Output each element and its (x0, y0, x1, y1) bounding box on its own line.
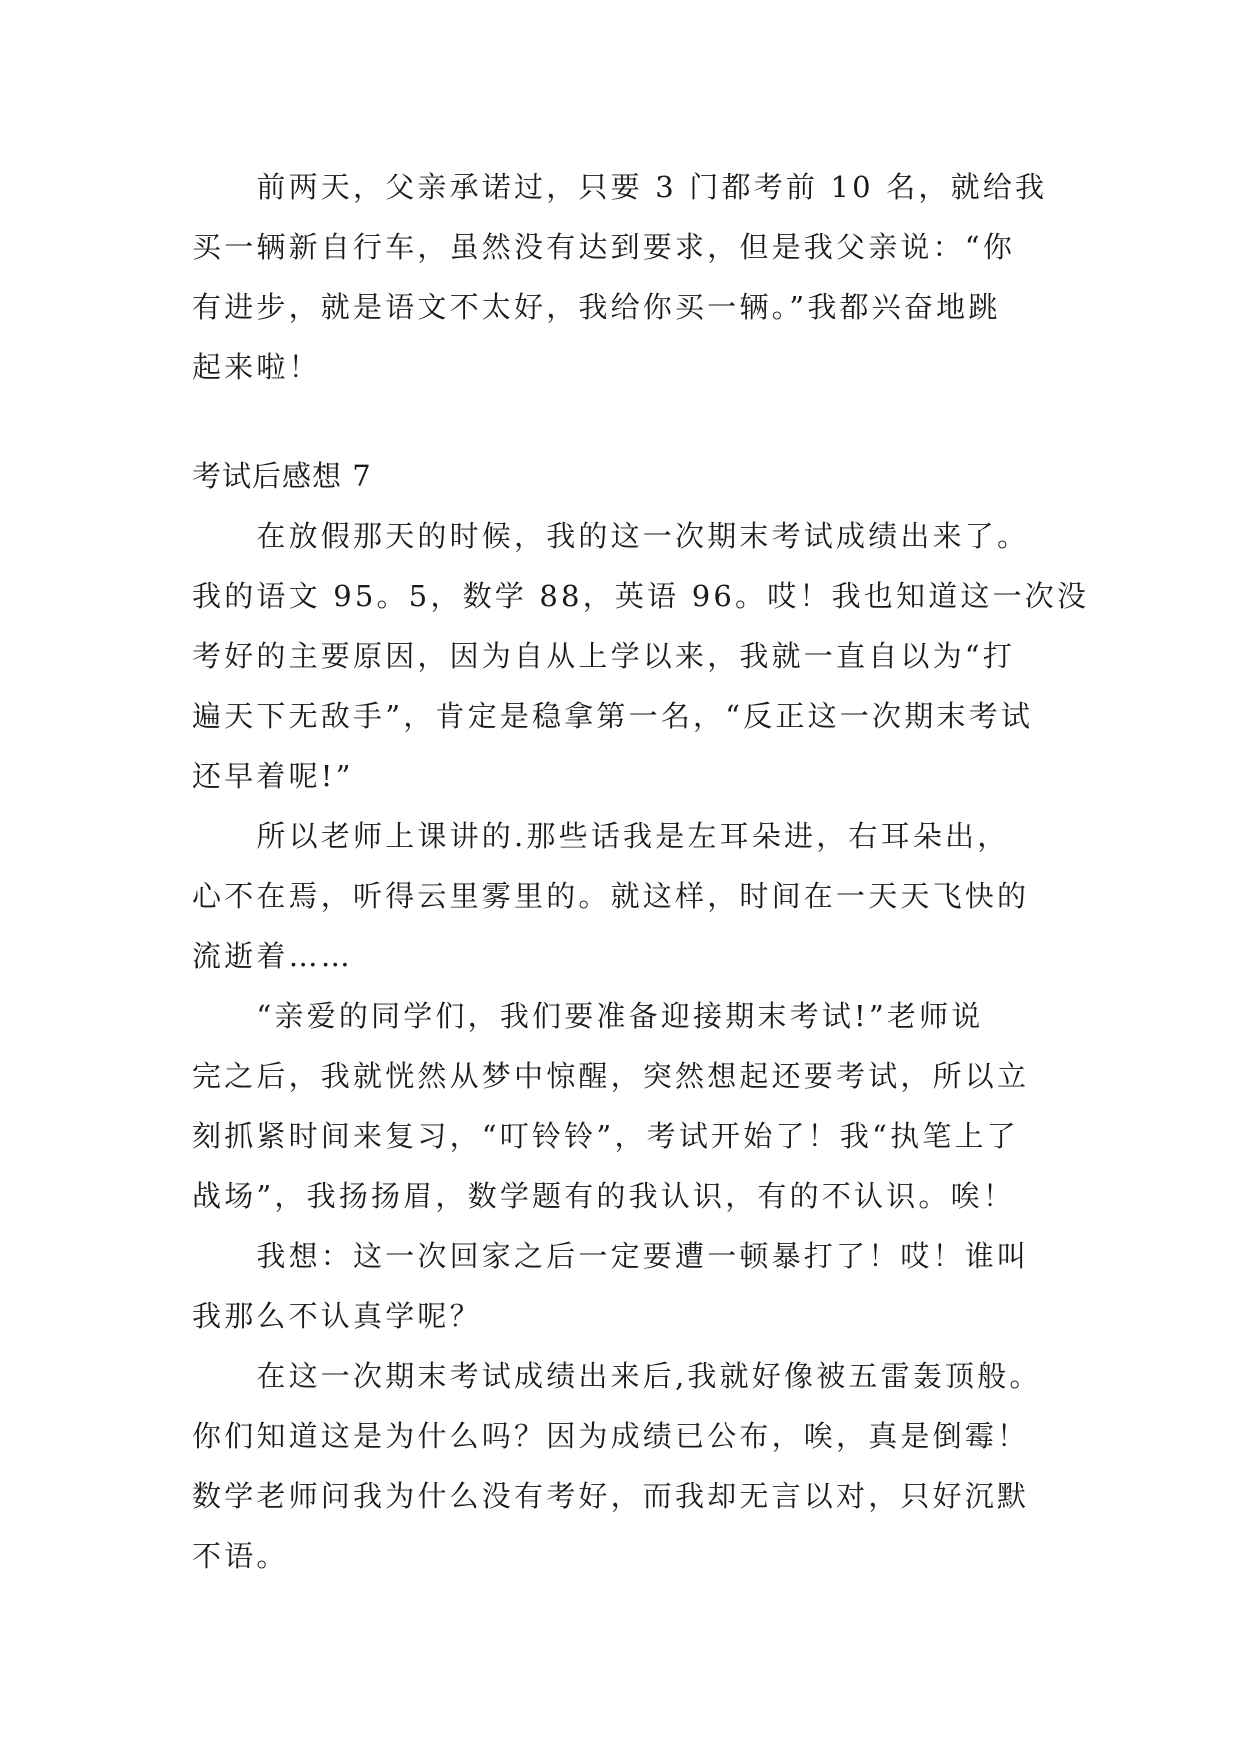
text-line: 我的语文 95。5，数学 88，英语 96。哎！我也知道这一次没 (192, 579, 1090, 613)
text-line: “亲爱的同学们，我们要准备迎接期末考试!”老师说 (192, 999, 984, 1033)
text-line: 有进步，就是语文不太好，我给你买一辆。”我都兴奋地跳 (192, 290, 1001, 324)
text-line: 在放假那天的时候，我的这一次期末考试成绩出来了。 (192, 519, 1030, 553)
paragraph-5 (192, 1346, 1052, 1586)
section-heading: 考试后感想 7 (192, 459, 372, 493)
text-line: 起来啦！ (192, 350, 321, 384)
text-line: 还早着呢!” (192, 759, 354, 793)
text-line: 前两天，父亲承诺过，只要 3 门都考前 10 名，就给我 (192, 170, 1048, 204)
text-line: 所以老师上课讲的.那些话我是左耳朵进，右耳朵出， (192, 819, 1010, 853)
text-line: 我想：这一次回家之后一定要遭一顿暴打了！哎！谁叫 (192, 1239, 1030, 1273)
text-line: 战场”，我扬扬眉，数学题有的我认识，有的不认识。唉！ (192, 1179, 1016, 1213)
text-line: 我那么不认真学呢？ (192, 1299, 482, 1333)
text-line: 考好的主要原因，因为自从上学以来，我就一直自以为“打 (192, 639, 1016, 673)
paragraph-intro (192, 157, 1052, 397)
text-line: 你们知道这是为什么吗？因为成绩已公布，唉，真是倒霉！ (192, 1419, 1030, 1453)
text-line: 遍天下无敌手”，肯定是稳拿第一名，“反正这一次期末考试 (192, 699, 1034, 733)
text-line: 心不在焉，听得云里雾里的。就这样，时间在一天天飞快的 (192, 879, 1030, 913)
text-line: 买一辆新自行车，虽然没有达到要求，但是我父亲说：“你 (192, 230, 1016, 264)
paragraph-1 (192, 506, 1090, 806)
text-line: 流逝着…… (192, 939, 354, 973)
text-line: 不语。 (192, 1539, 289, 1573)
text-line: 刻抓紧时间来复习，“叮铃铃”，考试开始了！我“执笔上了 (192, 1119, 1019, 1153)
paragraph-4 (192, 1226, 1052, 1346)
text-line: 数学老师问我为什么没有考好，而我却无言以对，只好沉默 (192, 1479, 1030, 1513)
text-line: 完之后，我就恍然从梦中惊醒，突然想起还要考试，所以立 (192, 1059, 1030, 1093)
text-line: 在这一次期末考试成绩出来后,我就好像被五雷轰顶般。 (192, 1359, 1042, 1393)
paragraph-2 (192, 806, 1052, 986)
paragraph-3 (192, 986, 1052, 1226)
